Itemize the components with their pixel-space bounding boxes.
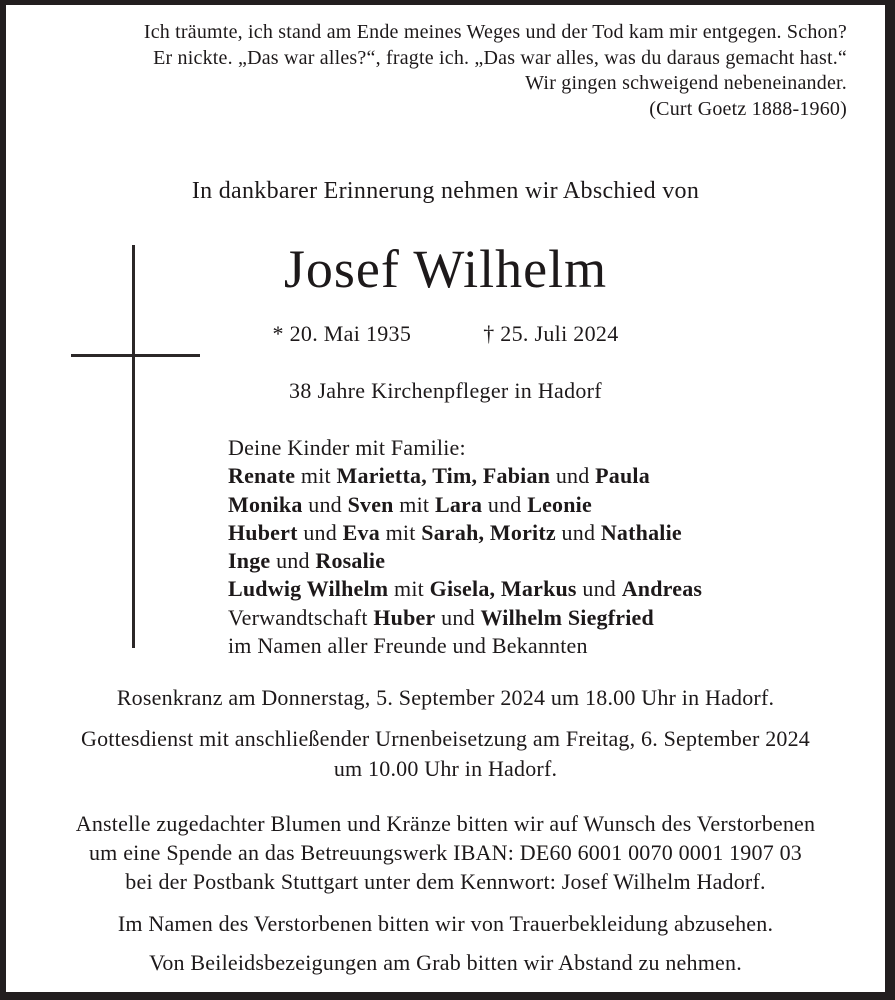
announcement-line: Gottesdienst mit anschließender Urnenbeisetzung am Freitag, 6. September 2024 [81,726,810,752]
quote-attribution: (Curt Goetz 1888-1960) [649,97,847,120]
death-date: † 25. Juli 2024 [483,321,619,346]
announcement-line: Im Namen des Verstorbenen bitten wir von Trauerbekleidung abzusehen. [117,911,774,937]
announcement-line: um 10.00 Uhr in Hadorf. [333,756,558,782]
deceased-name: Josef Wilhelm [283,239,608,299]
mourners-line: Inge und Rosalie [228,548,386,574]
quote-line-3: Wir gingen schweigend nebeneinander. [525,72,847,94]
mourners-line: Verwandtschaft Huber und Wilhelm Siegfried [228,604,654,630]
mourners-line: Hubert und Eva mit Sarah, Moritz und Nathalie [228,519,682,545]
mourners-line: Renate mit Marietta, Tim, Fabian und Paula [228,463,650,489]
life-dates [273,320,619,348]
announcement-line: bei der Postbank Stuttgart unter dem Kennwort: Josef Wilhelm Hadorf. [125,869,766,895]
cross-horizontal-bar [71,354,200,357]
role-line: 38 Jahre Kirchenpfleger in Hadorf [289,378,602,403]
mourning-attire-note [6,910,885,938]
mourners-line: Deine Kinder mit Familie: [228,435,466,460]
quote-line-1: Ich träumte, ich stand am Ende meines Weges und der Tod kam mir entgegen. Schon? [143,21,847,43]
announcement-line: Anstelle zugedachter Blumen und Kränze bitten wir auf Wunsch des Verstorbenen [75,811,816,837]
cross-vertical-bar [132,245,135,648]
mourners-line: Monika und Sven mit Lara und Leonie [228,491,592,517]
epigraph-quote [6,5,885,122]
quote-line-2: Er nickte. „Das war alles?“, fragte ich. „Das war alles, was du daraus gemacht hast.“ [153,46,847,69]
mourners-line: Ludwig Wilhelm mit Gisela, Markus und Andreas [228,576,703,602]
announcement-line: Von Beileidsbezeigungen am Grab bitten wir Abstand zu nehmen. [149,950,742,976]
opening-line: In dankbarer Erinnerung nehmen wir Abschied von [191,178,700,204]
announcement-line: um eine Spende an das Betreuungswerk IBAN: DE60 6001 0070 0001 1907 03 [88,840,802,866]
rosary-announcement [6,684,885,712]
announcement-line: Rosenkranz am Donnerstag, 5. September 2024 um 18.00 Uhr in Hadorf. [116,685,775,711]
birth-date: * 20. Mai 1935 [272,321,412,346]
donation-request [6,809,885,896]
funeral-service-announcement [6,724,885,784]
condolence-note [6,949,885,977]
mourners-line: im Namen aller Freunde und Bekannten [228,633,588,659]
mourners-list [228,434,885,660]
memorial-cross-icon [6,5,7,6]
